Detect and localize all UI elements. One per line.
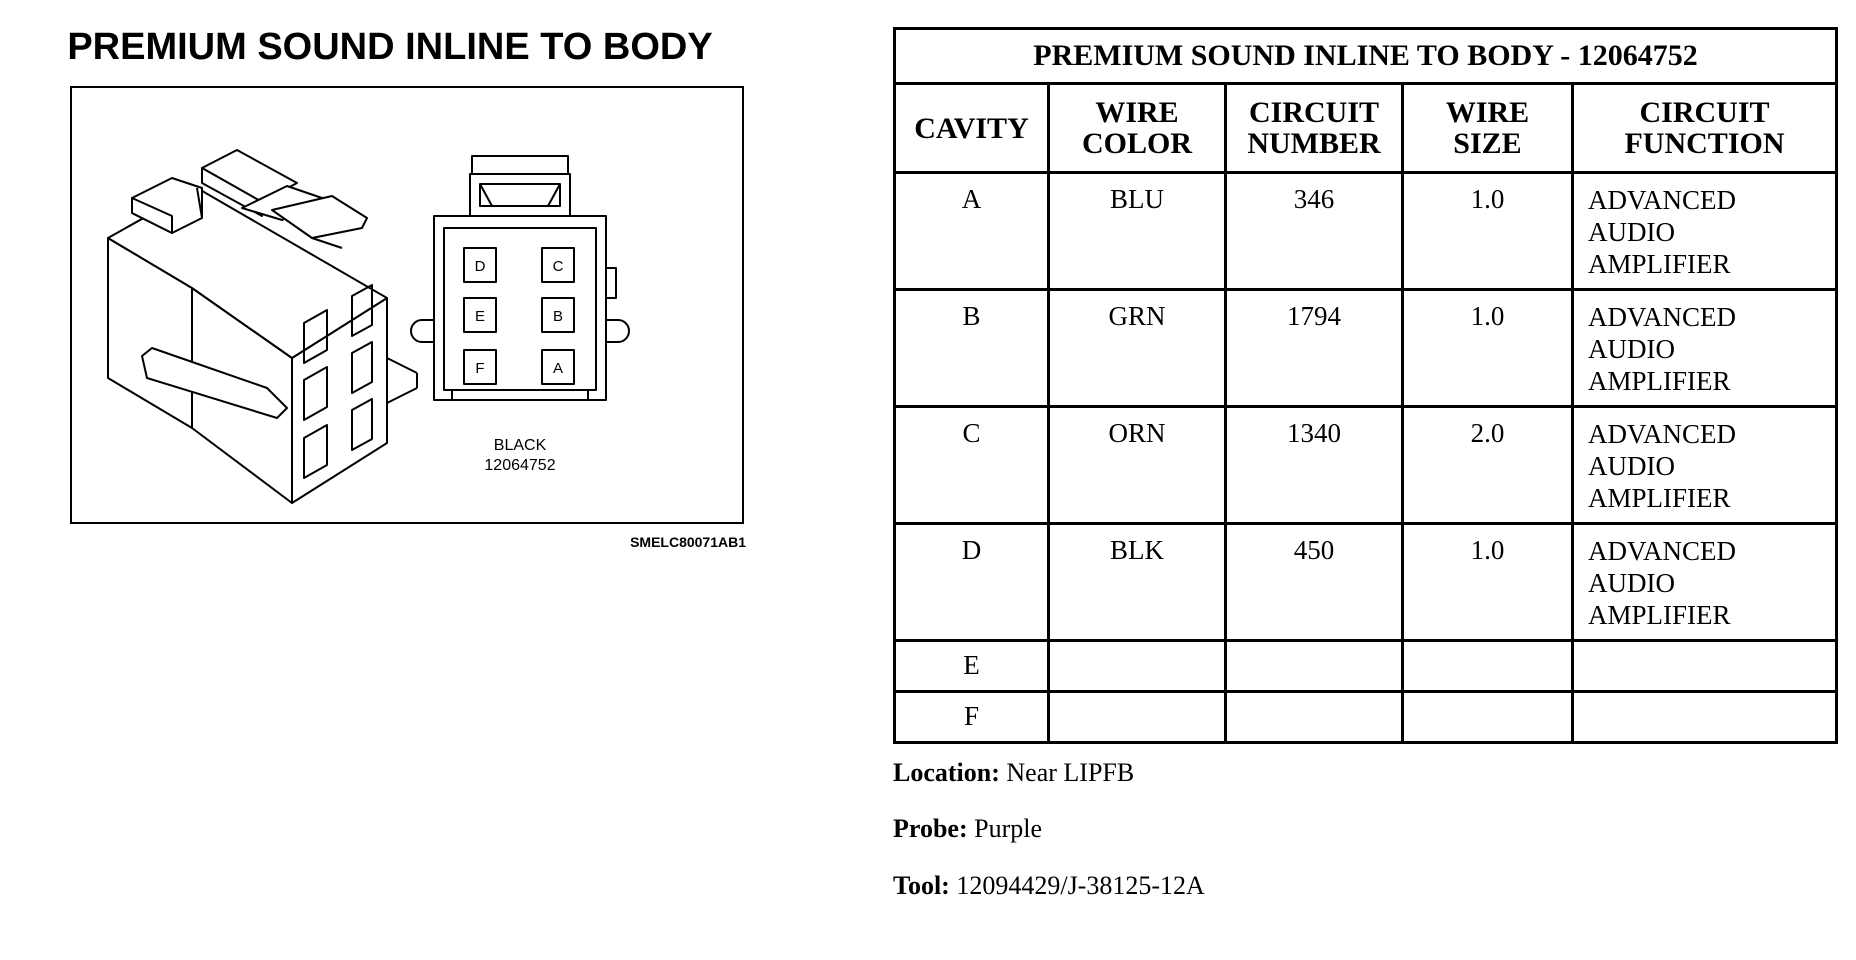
probe-line bbox=[893, 814, 1042, 844]
cell-wire-size: 1.0 bbox=[1403, 524, 1573, 641]
header-circuit-function-line1: CIRCUIT bbox=[1639, 96, 1770, 129]
connector-figure bbox=[70, 86, 744, 524]
cavity-label-e: E bbox=[474, 308, 486, 325]
probe-value: Purple bbox=[974, 814, 1043, 843]
cell-circuit-number: 346 bbox=[1226, 173, 1403, 290]
cell-wire-size: 1.0 bbox=[1403, 290, 1573, 407]
cell-cavity: C bbox=[895, 407, 1049, 524]
function-line: AUDIO bbox=[1588, 451, 1675, 481]
cell-circuit-number: 450 bbox=[1226, 524, 1403, 641]
cell-wire-size bbox=[1403, 641, 1573, 692]
table-title: PREMIUM SOUND INLINE TO BODY - 12064752 bbox=[895, 29, 1837, 84]
header-cavity bbox=[895, 84, 1049, 173]
cavity-label-d: D bbox=[474, 258, 486, 275]
cell-circuit-function bbox=[1573, 692, 1837, 743]
function-line: AUDIO bbox=[1588, 217, 1675, 247]
function-line: AUDIO bbox=[1588, 334, 1675, 364]
header-wire-color bbox=[1049, 84, 1226, 173]
figure-title: PREMIUM SOUND INLINE TO BODY bbox=[67, 26, 713, 68]
header-cavity-text: CAVITY bbox=[914, 111, 1029, 145]
connector-part-number: 12064752 bbox=[484, 457, 556, 474]
tool-line bbox=[893, 871, 1205, 901]
header-circuit-number bbox=[1226, 84, 1403, 173]
function-line: ADVANCED bbox=[1588, 419, 1737, 449]
function-line: AMPLIFIER bbox=[1588, 600, 1731, 630]
cell-wire-size bbox=[1403, 692, 1573, 743]
connector-color-label: BLACK bbox=[493, 437, 547, 454]
cell-wire-color bbox=[1049, 692, 1226, 743]
cell-circuit-function bbox=[1573, 641, 1837, 692]
pinout-table-container bbox=[893, 27, 1835, 744]
cell-circuit-number bbox=[1226, 692, 1403, 743]
location-value: Near LIPFB bbox=[1006, 758, 1135, 787]
cell-circuit-number: 1794 bbox=[1226, 290, 1403, 407]
table-row bbox=[895, 692, 1837, 743]
function-line: AMPLIFIER bbox=[1588, 366, 1731, 396]
header-wire-size bbox=[1403, 84, 1573, 173]
cell-circuit-function bbox=[1573, 173, 1837, 290]
cell-wire-size: 1.0 bbox=[1403, 173, 1573, 290]
function-line: ADVANCED bbox=[1588, 536, 1737, 566]
pinout-table bbox=[893, 27, 1838, 744]
cell-circuit-number: 1340 bbox=[1226, 407, 1403, 524]
header-circuit-number-line2: NUMBER bbox=[1247, 127, 1381, 160]
cell-circuit-function bbox=[1573, 524, 1837, 641]
connector-front-view bbox=[434, 216, 606, 400]
cell-wire-color: ORN bbox=[1049, 407, 1226, 524]
location-label: Location: bbox=[893, 758, 1000, 787]
cell-cavity: B bbox=[895, 290, 1049, 407]
cell-circuit-function bbox=[1573, 290, 1837, 407]
cell-wire-size: 2.0 bbox=[1403, 407, 1573, 524]
cell-circuit-function bbox=[1573, 407, 1837, 524]
function-line: AMPLIFIER bbox=[1588, 483, 1731, 513]
location-line bbox=[893, 758, 1134, 788]
function-line: AUDIO bbox=[1588, 568, 1675, 598]
table-row bbox=[895, 173, 1837, 290]
header-wire-color-line2: COLOR bbox=[1081, 127, 1192, 160]
probe-label: Probe: bbox=[893, 814, 968, 843]
cavity-label-b: B bbox=[552, 308, 564, 325]
connector-drawing bbox=[72, 88, 742, 522]
function-line: ADVANCED bbox=[1588, 302, 1737, 332]
header-wire-size-line1: WIRE bbox=[1445, 96, 1530, 129]
header-wire-color-line1: WIRE bbox=[1095, 96, 1179, 129]
tool-label: Tool: bbox=[893, 871, 950, 900]
figure-code: SMELC80071AB1 bbox=[630, 534, 746, 550]
cell-wire-color: GRN bbox=[1049, 290, 1226, 407]
header-circuit-number-line1: CIRCUIT bbox=[1248, 96, 1380, 129]
cell-wire-color: BLK bbox=[1049, 524, 1226, 641]
table-header-row bbox=[895, 84, 1837, 173]
function-line: ADVANCED bbox=[1588, 185, 1737, 215]
header-wire-size-line2: SIZE bbox=[1453, 127, 1522, 160]
header-circuit-function bbox=[1573, 84, 1837, 173]
table-row bbox=[895, 641, 1837, 692]
cell-circuit-number bbox=[1226, 641, 1403, 692]
header-circuit-function-line2: FUNCTION bbox=[1624, 127, 1785, 160]
function-line: AMPLIFIER bbox=[1588, 249, 1731, 279]
cell-wire-color: BLU bbox=[1049, 173, 1226, 290]
table-row bbox=[895, 290, 1837, 407]
cell-cavity: F bbox=[895, 692, 1049, 743]
cavity-label-c: C bbox=[552, 258, 564, 275]
cell-wire-color bbox=[1049, 641, 1226, 692]
cell-cavity: A bbox=[895, 173, 1049, 290]
cell-cavity: E bbox=[895, 641, 1049, 692]
tool-value: 12094429/J-38125-12A bbox=[956, 871, 1205, 900]
cell-cavity: D bbox=[895, 524, 1049, 641]
cavity-label-a: A bbox=[552, 360, 564, 377]
cavity-label-f: F bbox=[475, 360, 485, 377]
table-row bbox=[895, 524, 1837, 641]
table-row bbox=[895, 407, 1837, 524]
